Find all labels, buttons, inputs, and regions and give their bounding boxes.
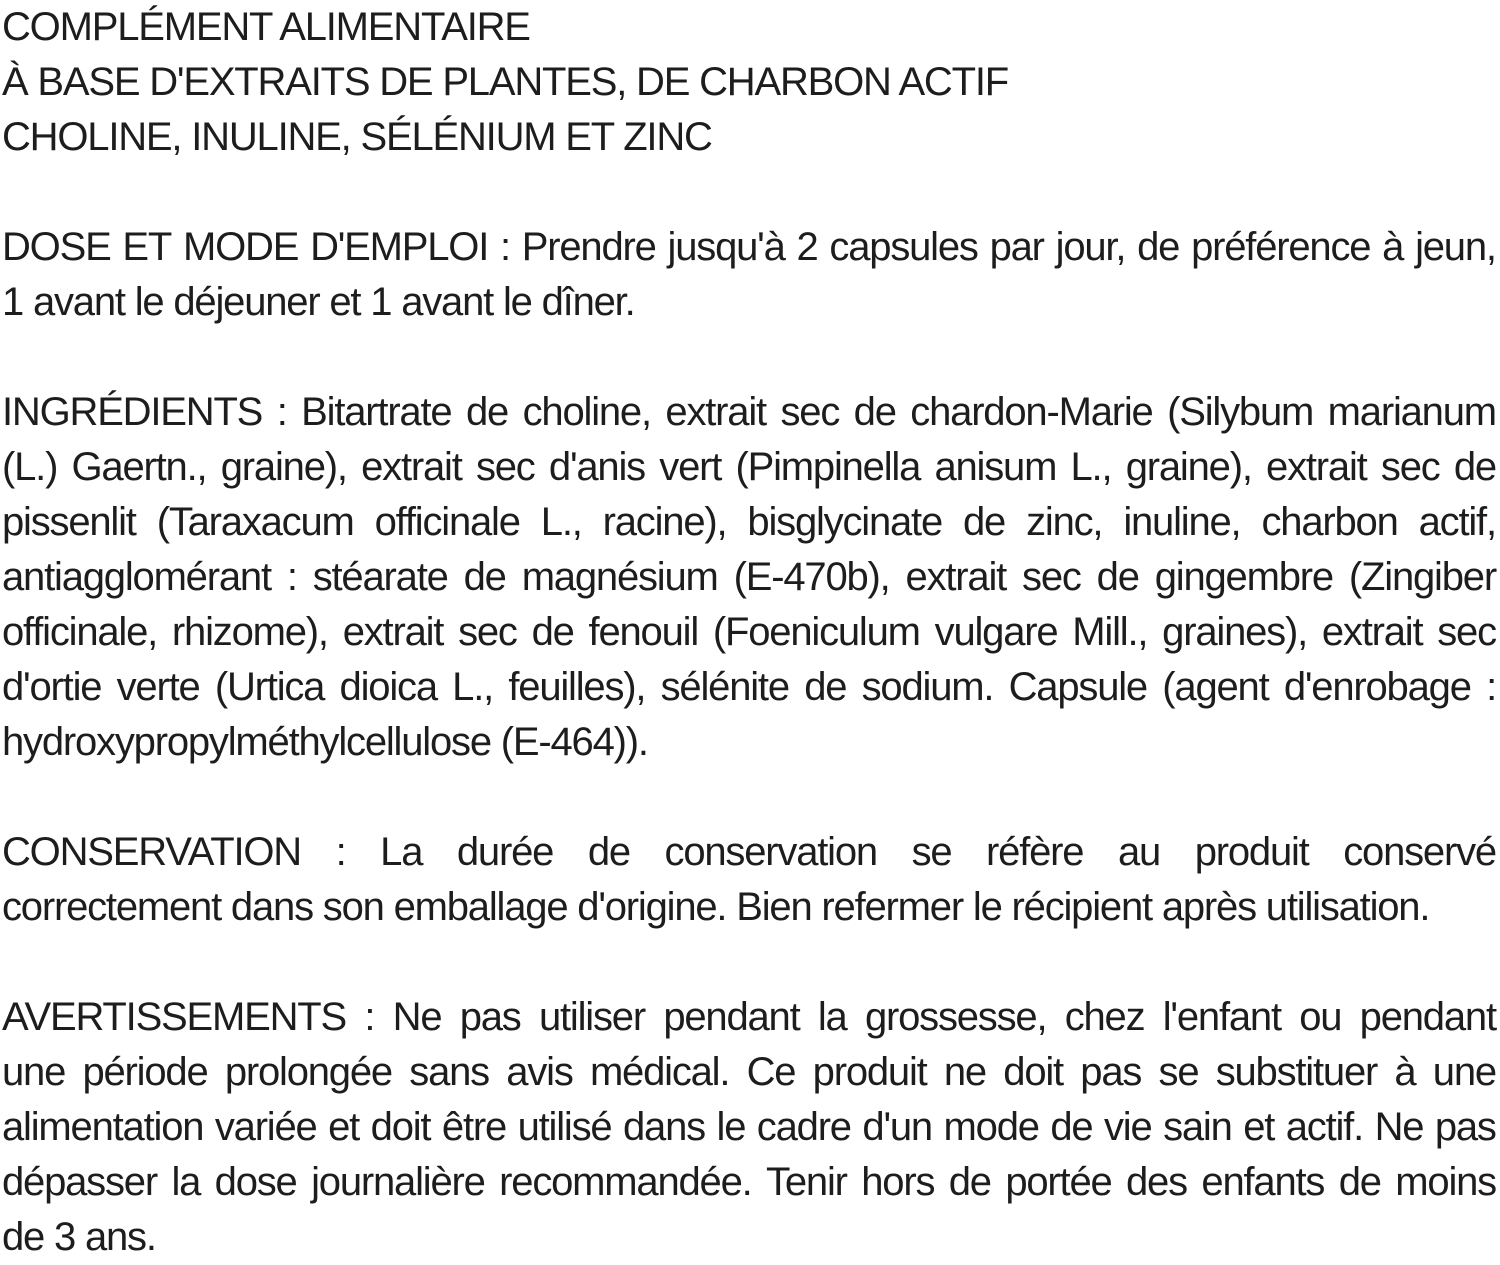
word: (L.) bbox=[2, 445, 58, 489]
word: de bbox=[963, 500, 1006, 544]
word: l'enfant bbox=[1162, 995, 1281, 1039]
word: jeun, bbox=[1415, 225, 1496, 269]
word: DOSE bbox=[2, 225, 111, 269]
conservation-line bbox=[2, 825, 1496, 880]
word: actif, bbox=[1418, 500, 1496, 544]
word: se bbox=[911, 830, 952, 874]
word: conservé bbox=[1343, 830, 1496, 874]
word: à bbox=[1382, 225, 1404, 269]
word: sec bbox=[458, 610, 517, 654]
word: sec bbox=[475, 445, 535, 489]
word: AVERTISSEMENTS bbox=[2, 995, 347, 1039]
word: recommandée. bbox=[499, 1160, 752, 1204]
word: L., bbox=[540, 500, 582, 544]
word: de bbox=[1338, 1160, 1381, 1204]
word: dépasser bbox=[2, 1160, 157, 1204]
word: sec bbox=[780, 390, 840, 434]
word: médical. bbox=[589, 1050, 730, 1094]
word: de bbox=[1137, 225, 1180, 269]
word: une bbox=[1432, 1050, 1496, 1094]
word: utilisé bbox=[517, 1105, 612, 1149]
word: doit bbox=[1003, 1050, 1063, 1094]
word: Ce bbox=[746, 1050, 796, 1094]
word: Bitartrate bbox=[301, 390, 452, 434]
word: extrait bbox=[361, 445, 462, 489]
word: (Zingiber bbox=[1348, 555, 1496, 599]
word: gingembre bbox=[1154, 555, 1333, 599]
word: de bbox=[465, 390, 509, 434]
word: sec bbox=[1437, 610, 1496, 654]
word: choline, bbox=[522, 390, 651, 434]
ingredients-line bbox=[2, 660, 1496, 715]
word: Capsule bbox=[1008, 665, 1147, 709]
word: réfère bbox=[986, 830, 1084, 874]
word: L., bbox=[1070, 445, 1112, 489]
warnings-section bbox=[2, 990, 1496, 1265]
word: marianum bbox=[1327, 390, 1496, 434]
word: extrait bbox=[905, 555, 1007, 599]
word: grossesse, bbox=[864, 995, 1047, 1039]
word: préférence bbox=[1191, 225, 1371, 269]
word: durée bbox=[456, 830, 554, 874]
word: extrait bbox=[342, 610, 444, 654]
word: la bbox=[817, 995, 847, 1039]
word: actif. bbox=[1285, 1105, 1364, 1149]
word: produit bbox=[812, 1050, 927, 1094]
word: feuilles), bbox=[508, 665, 646, 709]
word: produit bbox=[1194, 830, 1309, 874]
word: : bbox=[500, 225, 510, 269]
word: jour, bbox=[1055, 225, 1126, 269]
word: hors bbox=[861, 1160, 935, 1204]
word: avis bbox=[506, 1050, 573, 1094]
word: vie bbox=[1103, 1105, 1152, 1149]
word: mode bbox=[943, 1105, 1039, 1149]
word: la bbox=[171, 1160, 201, 1204]
word: charbon bbox=[1261, 500, 1398, 544]
word: extrait bbox=[665, 390, 766, 434]
word: de bbox=[804, 665, 847, 709]
conservation-line: correctement dans son emballage d'origine. Bien refermer le récipient après utilisation. bbox=[2, 885, 1430, 929]
dose-line bbox=[2, 220, 1496, 275]
word: une bbox=[2, 1050, 66, 1094]
word: bisglycinate bbox=[747, 500, 943, 544]
word: CONSERVATION bbox=[2, 830, 301, 874]
word: Ne bbox=[1374, 1105, 1424, 1149]
word: au bbox=[1117, 830, 1161, 874]
header-line: À BASE D'EXTRAITS DE PLANTES, DE CHARBON ACTIF bbox=[2, 60, 1008, 104]
word: enfants bbox=[1201, 1160, 1325, 1204]
word: sec bbox=[1380, 445, 1440, 489]
word: (Urtica bbox=[214, 665, 325, 709]
word: sans bbox=[409, 1050, 489, 1094]
word: ne bbox=[943, 1050, 986, 1094]
word: D'EMPLOI bbox=[310, 225, 489, 269]
word: chardon-Marie bbox=[910, 390, 1153, 434]
word: à bbox=[1394, 1050, 1416, 1094]
word: magnésium bbox=[521, 555, 718, 599]
spacer bbox=[2, 935, 1496, 990]
word: Gaertn., bbox=[71, 445, 207, 489]
word: : bbox=[286, 555, 297, 599]
word: pas bbox=[1434, 1105, 1496, 1149]
word: : bbox=[1486, 665, 1496, 709]
word: chez bbox=[1064, 995, 1145, 1039]
word: (Foeniculum bbox=[712, 610, 920, 654]
word: période bbox=[82, 1050, 208, 1094]
word: d'enrobage bbox=[1283, 665, 1471, 709]
warnings-line: de 3 ans. bbox=[2, 1215, 156, 1259]
word: verte bbox=[116, 665, 200, 709]
word: racine), bbox=[602, 500, 727, 544]
product-header bbox=[2, 0, 1496, 165]
word: graine), bbox=[1125, 445, 1252, 489]
word: le bbox=[716, 1105, 746, 1149]
ingredients-line bbox=[2, 495, 1496, 550]
word: jusqu'à bbox=[667, 225, 785, 269]
word: Ne bbox=[392, 995, 442, 1039]
word: être bbox=[441, 1105, 507, 1149]
word: officinale bbox=[374, 500, 520, 544]
word: : bbox=[364, 995, 375, 1039]
word: d'ortie bbox=[2, 665, 102, 709]
ingredients-line bbox=[2, 385, 1496, 440]
word: (Taraxacum bbox=[156, 500, 354, 544]
word: par bbox=[989, 225, 1044, 269]
word: Prendre bbox=[521, 225, 656, 269]
word: pissenlit bbox=[2, 500, 136, 544]
word: dans bbox=[623, 1105, 705, 1149]
word: pendant bbox=[1359, 995, 1496, 1039]
word: (agent bbox=[1162, 665, 1269, 709]
word: : bbox=[276, 390, 287, 434]
word: de bbox=[463, 555, 506, 599]
word: sélénite bbox=[660, 665, 789, 709]
word: zinc, bbox=[1026, 500, 1103, 544]
word: de bbox=[531, 610, 574, 654]
word: sain bbox=[1163, 1105, 1232, 1149]
spacer bbox=[2, 165, 1496, 220]
ingredients-line bbox=[2, 605, 1496, 660]
word: pas bbox=[459, 995, 521, 1039]
word: de bbox=[853, 390, 896, 434]
word: d'anis bbox=[548, 445, 645, 489]
word: et bbox=[1243, 1105, 1275, 1149]
word: pendant bbox=[663, 995, 800, 1039]
word: graine), bbox=[220, 445, 347, 489]
warnings-line bbox=[2, 990, 1496, 1045]
warnings-line bbox=[2, 1045, 1496, 1100]
word: anisum bbox=[934, 445, 1057, 489]
word: fenouil bbox=[588, 610, 699, 654]
word: dioica bbox=[339, 665, 437, 709]
word: inuline, bbox=[1123, 500, 1241, 544]
ingredients-line bbox=[2, 440, 1496, 495]
word: alimentation bbox=[2, 1105, 204, 1149]
word: extrait bbox=[1266, 445, 1367, 489]
dose-line: 1 avant le déjeuner et 1 avant le dîner. bbox=[2, 280, 635, 324]
word: graines), bbox=[1162, 610, 1307, 654]
word: journalière bbox=[311, 1160, 485, 1204]
word: de bbox=[1096, 555, 1139, 599]
word: vert bbox=[659, 445, 722, 489]
word: stéarate bbox=[312, 555, 448, 599]
word: et bbox=[328, 1105, 360, 1149]
warnings-line bbox=[2, 1155, 1496, 1210]
word: de bbox=[1050, 1105, 1093, 1149]
word: officinale, bbox=[2, 610, 158, 654]
word: variée bbox=[214, 1105, 317, 1149]
word: se bbox=[1158, 1050, 1199, 1094]
word: ou bbox=[1299, 995, 1342, 1039]
word: vulgare bbox=[934, 610, 1058, 654]
word: Mill., bbox=[1072, 610, 1148, 654]
ingredients-section bbox=[2, 385, 1496, 770]
word: substituer bbox=[1215, 1050, 1378, 1094]
word: Tenir bbox=[766, 1160, 847, 1204]
word: des bbox=[1126, 1160, 1187, 1204]
word: ET bbox=[122, 225, 172, 269]
word: utiliser bbox=[538, 995, 645, 1039]
word: de bbox=[587, 830, 630, 874]
header-line: CHOLINE, INULINE, SÉLÉNIUM ET ZINC bbox=[2, 115, 712, 159]
header-line: COMPLÉMENT ALIMENTAIRE bbox=[2, 5, 530, 49]
word: MODE bbox=[183, 225, 299, 269]
word: prolongée bbox=[224, 1050, 392, 1094]
word: (Silybum bbox=[1167, 390, 1314, 434]
conservation-section bbox=[2, 825, 1496, 935]
word: d'un bbox=[862, 1105, 932, 1149]
word: de bbox=[948, 1160, 991, 1204]
word: L., bbox=[452, 665, 494, 709]
word: pas bbox=[1080, 1050, 1142, 1094]
word: portée bbox=[1005, 1160, 1112, 1204]
ingredients-line bbox=[2, 550, 1496, 605]
word: La bbox=[380, 830, 423, 874]
dose-section bbox=[2, 220, 1496, 330]
spacer bbox=[2, 770, 1496, 825]
word: INGRÉDIENTS bbox=[2, 390, 263, 434]
word: extrait bbox=[1321, 610, 1423, 654]
word: conservation bbox=[664, 830, 877, 874]
word: : bbox=[335, 830, 346, 874]
ingredients-line: hydroxypropylméthylcellulose (E-464)). bbox=[2, 720, 648, 764]
word: (E-470b), bbox=[733, 555, 890, 599]
word: capsules bbox=[829, 225, 978, 269]
word: antiagglomérant bbox=[2, 555, 271, 599]
word: (Pimpinella bbox=[735, 445, 921, 489]
word: cadre bbox=[756, 1105, 851, 1149]
word: de bbox=[1453, 445, 1496, 489]
word: 2 bbox=[796, 225, 818, 269]
word: sodium. bbox=[861, 665, 994, 709]
word: dose bbox=[214, 1160, 297, 1204]
word: sec bbox=[1022, 555, 1081, 599]
spacer bbox=[2, 330, 1496, 385]
word: rhizome), bbox=[171, 610, 328, 654]
word: doit bbox=[370, 1105, 431, 1149]
warnings-line bbox=[2, 1100, 1496, 1155]
word: moins bbox=[1395, 1160, 1496, 1204]
